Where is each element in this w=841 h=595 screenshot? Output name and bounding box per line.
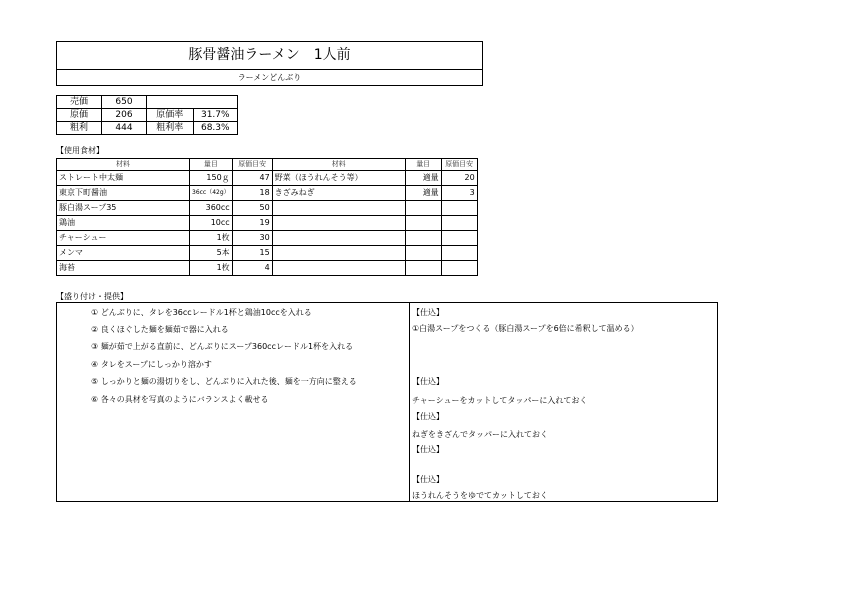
ingredient-est: 4 (232, 261, 272, 276)
profit-label: 粗利 (57, 122, 102, 135)
cost-value: 206 (102, 109, 147, 122)
empty-cell (405, 261, 441, 276)
ingredient-est: 3 (441, 186, 477, 201)
ingredient-est: 50 (232, 201, 272, 216)
empty-cell (405, 216, 441, 231)
prep-item: チャーシューをカットしてタッパーに入れておく (412, 396, 588, 405)
ingredient-name: 海苔 (57, 261, 190, 276)
header-qty-2: 量目 (405, 159, 441, 171)
ingredients-heading: 【使用食材】 (56, 146, 104, 155)
ingredient-name: ストレート中太麺 (57, 171, 190, 186)
prep-item: ねぎをきざんでタッパーに入れておく (412, 430, 548, 439)
table-row (57, 109, 238, 122)
empty-cell (272, 231, 405, 246)
empty-cell (272, 261, 405, 276)
ingredient-qty: 36cc（42g） (190, 186, 233, 201)
cost-summary-table (56, 95, 238, 135)
cost-label: 原価 (57, 109, 102, 122)
ingredient-qty: 5本 (190, 246, 233, 261)
profit-rate-value: 68.3% (193, 122, 237, 135)
prep-item: ほうれんそうをゆでてカットしておく (412, 491, 548, 500)
table-row (57, 122, 238, 135)
ingredient-qty: 360cc (190, 201, 233, 216)
prep-heading: 【仕込】 (412, 377, 444, 386)
empty-cell (441, 246, 477, 261)
table-row (57, 96, 238, 109)
ingredient-qty: 適量 (405, 186, 441, 201)
ingredient-est: 19 (232, 216, 272, 231)
ingredient-name: 野菜（ほうれんそう等） (272, 171, 405, 186)
prep-heading: 【仕込】 (412, 412, 444, 421)
cost-rate-value: 31.7% (193, 109, 237, 122)
ingredient-est: 15 (232, 246, 272, 261)
table-header-row (57, 159, 478, 171)
ingredient-est: 30 (232, 231, 272, 246)
step-2: ② 良くほぐした麺を麺茹で器に入れる (91, 325, 229, 334)
recipe-subtitle: ラーメンどんぶり (237, 73, 302, 82)
ingredient-qty: 1枚 (190, 231, 233, 246)
ingredient-qty: 1枚 (190, 261, 233, 276)
price-value: 650 (102, 96, 147, 109)
procedure-heading: 【盛り付け・提供】 (56, 292, 128, 301)
table-row (57, 261, 478, 276)
ingredient-name: 東京下町醤油 (57, 186, 190, 201)
empty-cell (147, 96, 238, 109)
ingredient-name: メンマ (57, 246, 190, 261)
empty-cell (272, 201, 405, 216)
empty-cell (441, 261, 477, 276)
empty-cell (405, 246, 441, 261)
procedure-box (56, 302, 718, 502)
header-qty: 量目 (190, 159, 233, 171)
header-name-2: 材料 (272, 159, 405, 171)
table-row (57, 246, 478, 261)
ingredient-est: 47 (232, 171, 272, 186)
price-label: 売価 (57, 96, 102, 109)
prep-item: ①白湯スープをつくる（豚白湯スープを6倍に希釈して温める） (412, 324, 639, 333)
step-6: ⑥ 各々の具材を写真のようにバランスよく載せる (91, 395, 269, 404)
ingredient-qty: 適量 (405, 171, 441, 186)
empty-cell (405, 231, 441, 246)
ingredient-est: 18 (232, 186, 272, 201)
ingredients-table (56, 158, 478, 276)
table-row (57, 171, 478, 186)
column-divider (409, 303, 410, 501)
recipe-title: 豚骨醤油ラーメン 1人前 (57, 42, 482, 70)
table-row (57, 231, 478, 246)
empty-cell (441, 231, 477, 246)
empty-cell (441, 216, 477, 231)
empty-cell (405, 201, 441, 216)
table-row (57, 186, 478, 201)
step-5: ⑤ しっかりと麺の湯切りをし、どんぶりに入れた後、麺を一方向に整える (91, 377, 357, 386)
header-est: 原価目安 (232, 159, 272, 171)
empty-cell (272, 216, 405, 231)
step-3: ③ 麺が茹で上がる直前に、どんぶりにスープ360ccレードル1杯を入れる (91, 342, 354, 351)
prep-heading: 【仕込】 (412, 445, 444, 454)
step-1: ① どんぶりに、タレを36ccレードル1杯と鶏油10ccを入れる (91, 308, 312, 317)
ingredient-qty: 150ｇ (190, 171, 233, 186)
profit-value: 444 (102, 122, 147, 135)
table-row (57, 216, 478, 231)
header-name: 材料 (57, 159, 190, 171)
ingredient-name: チャーシュー (57, 231, 190, 246)
prep-heading: 【仕込】 (412, 475, 444, 484)
empty-cell (441, 201, 477, 216)
step-4: ④ タレをスープにしっかり溶かす (91, 360, 212, 369)
ingredient-name: 鶏油 (57, 216, 190, 231)
ingredient-name: 豚白湯スープ35 (57, 201, 190, 216)
empty-cell (272, 246, 405, 261)
prep-heading: 【仕込】 (412, 308, 444, 317)
ingredient-est: 20 (441, 171, 477, 186)
table-row (57, 201, 478, 216)
ingredient-qty: 10cc (190, 216, 233, 231)
ingredient-name: きざみねぎ (272, 186, 405, 201)
recipe-title-box (56, 41, 483, 86)
cost-rate-label: 原価率 (147, 109, 194, 122)
profit-rate-label: 粗利率 (147, 122, 194, 135)
header-est-2: 原価目安 (441, 159, 477, 171)
